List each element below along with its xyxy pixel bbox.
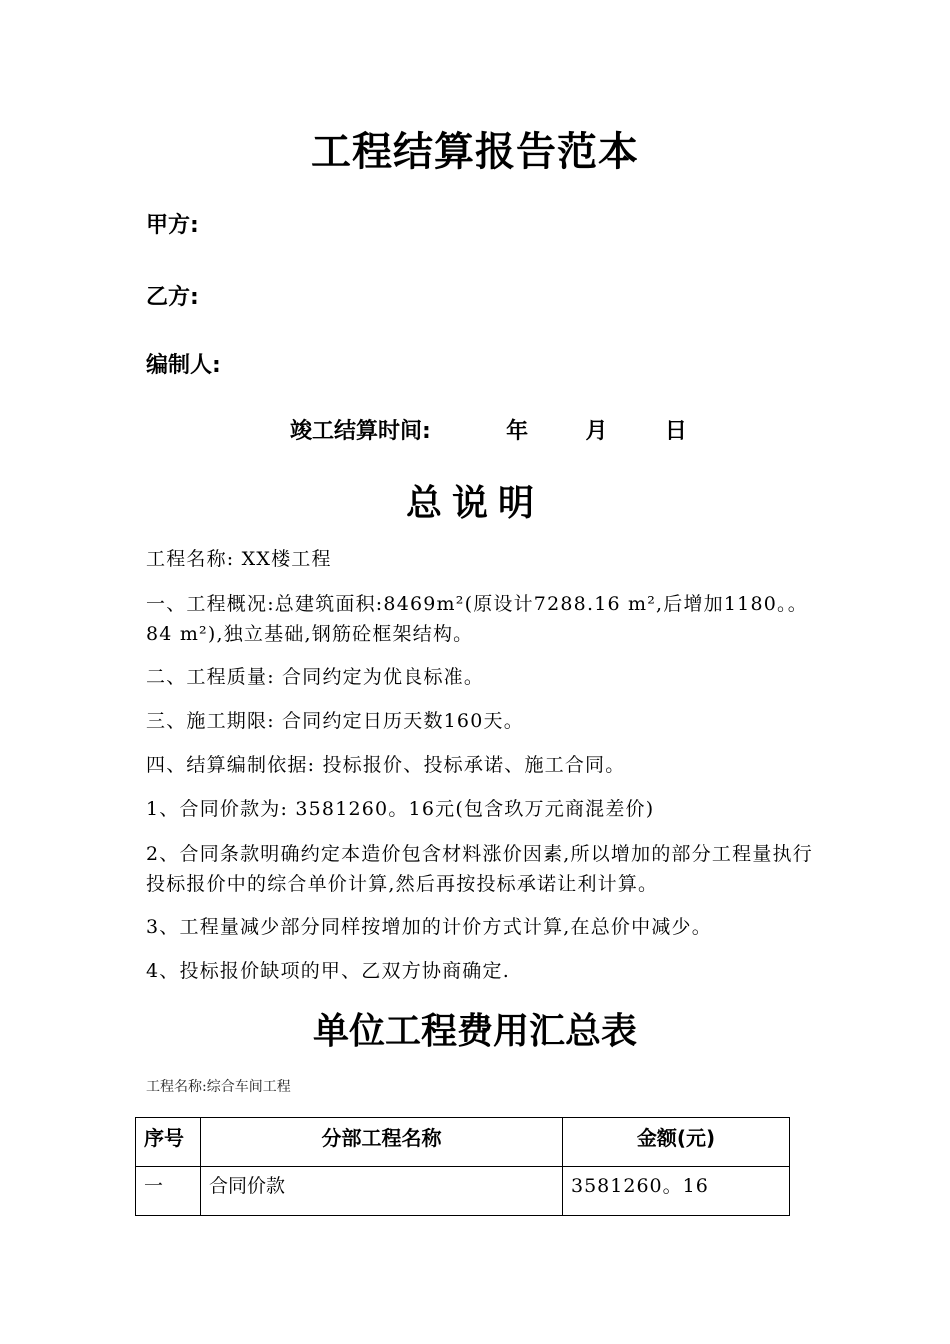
general-paragraph: 三、施工期限: 合同约定日历天数160天。 [146, 710, 524, 732]
compiler-label: 编制人: [146, 353, 221, 378]
cell-amount: 3581260。16 [563, 1167, 790, 1216]
summary-heading: 单位工程费用汇总表 [312, 1010, 637, 1052]
table-row [136, 1167, 790, 1216]
general-paragraph: 二、工程质量: 合同约定为优良标准。 [146, 666, 485, 688]
completion-date-label: 竣工结算时间: [290, 419, 431, 444]
general-paragraph: 2、合同条款明确约定本造价包含材料涨价因素,所以增加的部分工程量执行投标报价中的综合单价计算,然后再按投标承诺让利计算。 [146, 843, 813, 895]
cost-summary-table [135, 1117, 790, 1216]
party-b-label: 乙方: [146, 285, 199, 310]
general-paragraph: 4、投标报价缺项的甲、乙双方协商确定. [146, 960, 510, 982]
general-paragraph: 一、工程概况:总建筑面积:8469m²(原设计7288.16 m²,后增加1180。。84 m²),独立基础,钢筋砼框架结构。 [146, 593, 808, 645]
party-a-label: 甲方: [146, 213, 199, 238]
general-paragraph: 工程名称: XX楼工程 [146, 548, 332, 570]
document-title: 工程结算报告范本 [311, 128, 639, 175]
general-paragraph: 1、合同价款为: 3581260。16元(包含玖万元商混差价) [146, 798, 655, 820]
general-paragraph: 3、工程量减少部分同样按增加的计价方式计算,在总价中减少。 [146, 916, 712, 938]
column-header-seq: 序号 [136, 1118, 201, 1167]
column-header-amount: 金额(元) [563, 1118, 790, 1167]
table-header-row [136, 1118, 790, 1167]
general-heading: 总说明 [405, 482, 544, 524]
column-header-name: 分部工程名称 [201, 1118, 563, 1167]
cell-name: 合同价款 [201, 1167, 563, 1216]
summary-project-name: 工程名称:综合车间工程 [146, 1079, 291, 1095]
general-paragraph: 四、结算编制依据: 投标报价、投标承诺、施工合同。 [146, 754, 626, 776]
date-year: 年 [506, 419, 529, 444]
cell-seq: 一 [136, 1167, 201, 1216]
date-day: 日 [664, 419, 687, 444]
date-month: 月 [585, 419, 608, 444]
completion-date-line [290, 414, 687, 445]
